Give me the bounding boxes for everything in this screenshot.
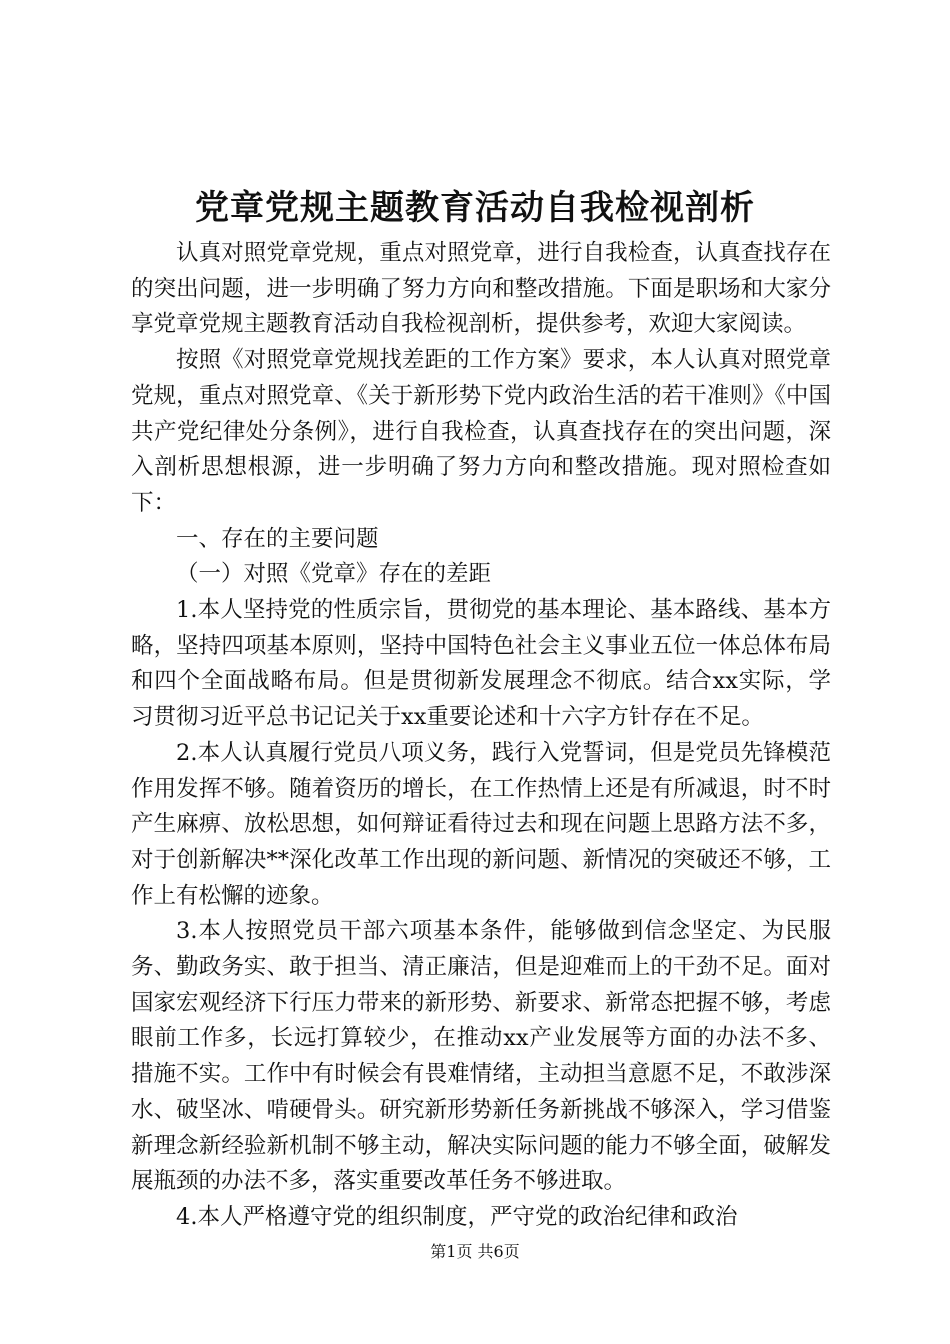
paragraph-item-3: 3.本人按照党员干部六项基本条件，能够做到信念坚定、为民服务、勤政务实、敢于担当、清正廉洁，但是迎难而上的干劲不足。面对国家宏观经济下行压力带来的新形势、新要求、新常态把握不够，考虑眼前工作多，长远打算较少，在推动xx产业发展等方面的办法不多、措施不实。工作中有时候会有畏难情绪，主动担当意愿不足，不敢涉深水、破坚冰、啃硬骨头。研究新形势新任务新挑战不够深入，学习借鉴新理念新经验新机制不够主动，解决实际问题的能力不够全面，破解发展瓶颈的办法不多，落实重要改革任务不够进取。: [131, 918, 831, 1195]
document-body: [131, 236, 831, 1236]
page-footer: 第1页 共6页: [430, 1242, 520, 1261]
paragraph-item-4: 4.本人严格遵守党的组织制度，严守党的政治纪律和政治: [176, 1203, 738, 1230]
section-heading: 一、存在的主要问题: [176, 525, 379, 552]
paragraph-item-2: 2.本人认真履行党员八项义务，践行入党誓词，但是党员先锋模范作用发挥不够。随着资历的增长，在工作热情上还是有所减退，时不时产生麻痹、放松思想，如何辩证看待过去和现在问题上思路方法不多，对于创新解决**深化改革工作出现的新问题、新情况的突破还不够，工作上有松懈的迹象。: [131, 739, 831, 909]
paragraph-intro: 认真对照党章党规，重点对照党章，进行自我检查，认真查找存在的突出问题，进一步明确了努力方向和整改措施。下面是职场和大家分享党章党规主题教育活动自我检视剖析，提供参考，欢迎大家阅读。: [131, 240, 831, 338]
paragraph-overview: 按照《对照党章党规找差距的工作方案》要求，本人认真对照党章党规，重点对照党章、《关于新形势下党内政治生活的若干准则》《中国共产党纪律处分条例》，进行自我检查，认真查找存在的突出问题，深入剖析思想根源，进一步明确了努力方向和整改措施。现对照检查如下：: [131, 347, 831, 516]
paragraph-item-1: 1.本人坚持党的性质宗旨，贯彻党的基本理论、基本路线、基本方略，坚持四项基本原则，坚持中国特色社会主义事业五位一体总体布局和四个全面战略布局。但是贯彻新发展理念不彻底。结合xx实际，学习贯彻习近平总书记记关于xx重要论述和十六字方针存在不足。: [131, 597, 831, 731]
subsection-heading: （一）对照《党章》存在的差距: [176, 561, 492, 588]
document-title: 党章党规主题教育活动自我检视剖析: [195, 188, 755, 228]
